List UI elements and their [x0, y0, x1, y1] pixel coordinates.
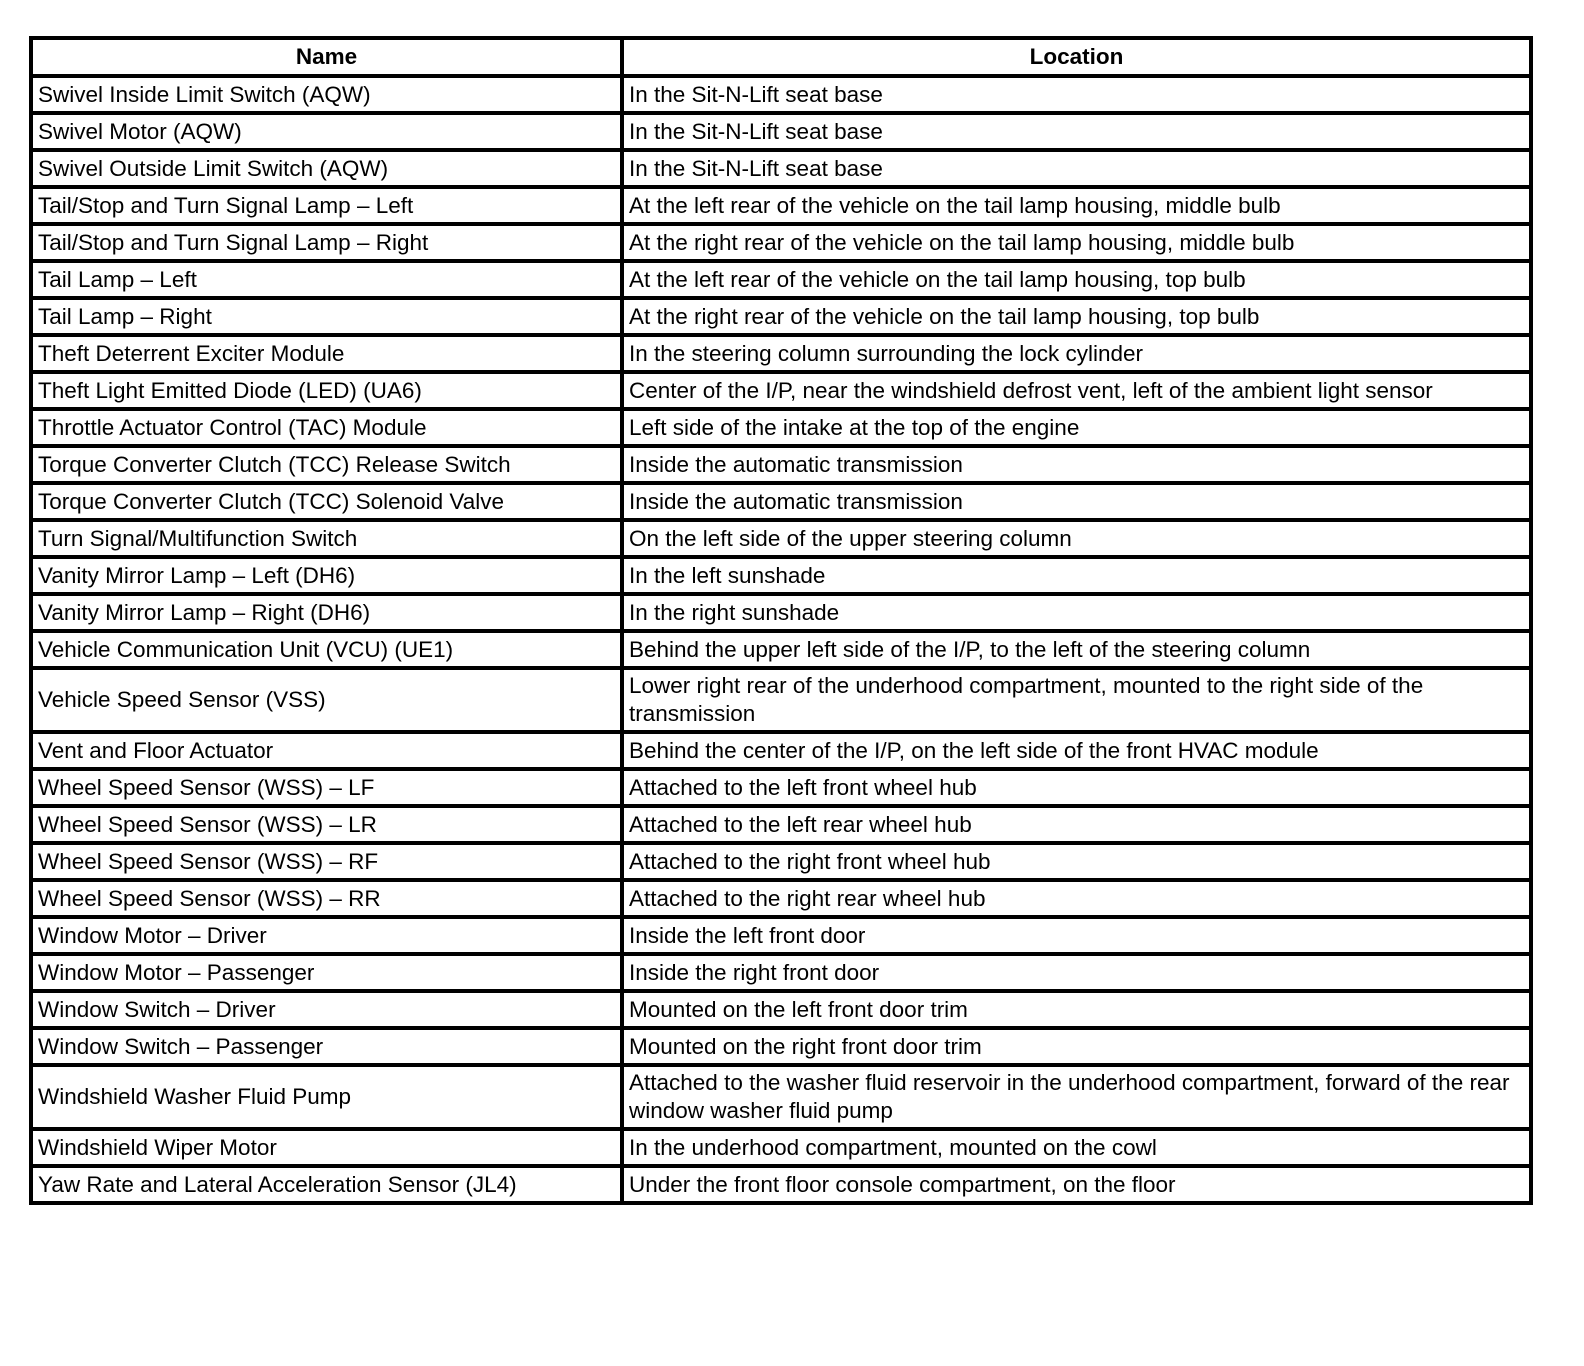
component-location-cell: Inside the automatic transmission: [622, 446, 1531, 483]
component-name-cell: Vanity Mirror Lamp – Right (DH6): [31, 594, 622, 631]
component-location-cell: In the right sunshade: [622, 594, 1531, 631]
component-name-cell: Swivel Motor (AQW): [31, 113, 622, 150]
component-location-cell: In the Sit-N-Lift seat base: [622, 76, 1531, 113]
component-name-cell: Throttle Actuator Control (TAC) Module: [31, 409, 622, 446]
component-location-cell: In the Sit-N-Lift seat base: [622, 150, 1531, 187]
table-row: [31, 520, 1531, 557]
component-name-cell: Window Motor – Passenger: [31, 954, 622, 991]
table-row: [31, 76, 1531, 113]
component-name-cell: Theft Light Emitted Diode (LED) (UA6): [31, 372, 622, 409]
table-row: [31, 187, 1531, 224]
component-name-cell: Theft Deterrent Exciter Module: [31, 335, 622, 372]
component-location-cell: Behind the center of the I/P, on the left side of the front HVAC module: [622, 732, 1531, 769]
component-name-cell: Wheel Speed Sensor (WSS) – LF: [31, 769, 622, 806]
table-row: [31, 631, 1531, 668]
table-body: [31, 76, 1531, 1203]
table-row: [31, 1065, 1531, 1129]
component-location-cell: At the left rear of the vehicle on the tail lamp housing, top bulb: [622, 261, 1531, 298]
component-location-cell: Attached to the left front wheel hub: [622, 769, 1531, 806]
component-name-cell: Torque Converter Clutch (TCC) Release Switch: [31, 446, 622, 483]
component-location-cell: Mounted on the right front door trim: [622, 1028, 1531, 1065]
component-name-cell: Vehicle Speed Sensor (VSS): [31, 668, 622, 732]
component-name-cell: Window Motor – Driver: [31, 917, 622, 954]
component-location-cell: In the Sit-N-Lift seat base: [622, 113, 1531, 150]
table-row: [31, 769, 1531, 806]
component-location-cell: Attached to the washer fluid reservoir in the underhood compartment, forward of the rear window washer fluid pump: [622, 1065, 1531, 1129]
table-row: [31, 843, 1531, 880]
component-name-cell: Swivel Outside Limit Switch (AQW): [31, 150, 622, 187]
component-name-cell: Tail Lamp – Left: [31, 261, 622, 298]
component-name-cell: Wheel Speed Sensor (WSS) – RF: [31, 843, 622, 880]
component-name-cell: Windshield Wiper Motor: [31, 1129, 622, 1166]
table-row: [31, 917, 1531, 954]
component-location-cell: On the left side of the upper steering column: [622, 520, 1531, 557]
component-location-cell: Left side of the intake at the top of the engine: [622, 409, 1531, 446]
table-header-row: [31, 38, 1531, 76]
table-row: [31, 991, 1531, 1028]
column-header-name: Name: [31, 38, 622, 76]
component-location-cell: Inside the automatic transmission: [622, 483, 1531, 520]
table-row: [31, 298, 1531, 335]
component-name-cell: Torque Converter Clutch (TCC) Solenoid Valve: [31, 483, 622, 520]
component-location-cell: Under the front floor console compartment, on the floor: [622, 1166, 1531, 1203]
table-row: [31, 954, 1531, 991]
component-name-cell: Vanity Mirror Lamp – Left (DH6): [31, 557, 622, 594]
table-row: [31, 150, 1531, 187]
component-location-cell: In the steering column surrounding the lock cylinder: [622, 335, 1531, 372]
table-row: [31, 806, 1531, 843]
component-name-cell: Wheel Speed Sensor (WSS) – RR: [31, 880, 622, 917]
component-name-cell: Swivel Inside Limit Switch (AQW): [31, 76, 622, 113]
table-row: [31, 483, 1531, 520]
component-name-cell: Vent and Floor Actuator: [31, 732, 622, 769]
component-name-cell: Wheel Speed Sensor (WSS) – LR: [31, 806, 622, 843]
component-name-cell: Window Switch – Passenger: [31, 1028, 622, 1065]
component-location-cell: In the left sunshade: [622, 557, 1531, 594]
table-row: [31, 261, 1531, 298]
component-name-cell: Vehicle Communication Unit (VCU) (UE1): [31, 631, 622, 668]
component-location-cell: Attached to the right rear wheel hub: [622, 880, 1531, 917]
component-location-cell: At the right rear of the vehicle on the tail lamp housing, middle bulb: [622, 224, 1531, 261]
table-row: [31, 372, 1531, 409]
component-location-cell: In the underhood compartment, mounted on the cowl: [622, 1129, 1531, 1166]
table-row: [31, 1028, 1531, 1065]
column-header-location: Location: [622, 38, 1531, 76]
component-name-cell: Windshield Washer Fluid Pump: [31, 1065, 622, 1129]
table-row: [31, 113, 1531, 150]
component-name-cell: Tail/Stop and Turn Signal Lamp – Left: [31, 187, 622, 224]
table-row: [31, 224, 1531, 261]
table-row: [31, 335, 1531, 372]
component-name-cell: Window Switch – Driver: [31, 991, 622, 1028]
table-row: [31, 880, 1531, 917]
component-name-cell: Tail Lamp – Right: [31, 298, 622, 335]
table-row: [31, 446, 1531, 483]
component-location-cell: At the right rear of the vehicle on the tail lamp housing, top bulb: [622, 298, 1531, 335]
component-location-cell: Mounted on the left front door trim: [622, 991, 1531, 1028]
table-row: [31, 557, 1531, 594]
component-name-cell: Tail/Stop and Turn Signal Lamp – Right: [31, 224, 622, 261]
table-row: [31, 732, 1531, 769]
table-row: [31, 1129, 1531, 1166]
component-location-cell: Inside the left front door: [622, 917, 1531, 954]
component-location-cell: Behind the upper left side of the I/P, to the left of the steering column: [622, 631, 1531, 668]
table-row: [31, 594, 1531, 631]
component-name-cell: Yaw Rate and Lateral Acceleration Sensor (JL4): [31, 1166, 622, 1203]
component-location-cell: Attached to the left rear wheel hub: [622, 806, 1531, 843]
table-row: [31, 668, 1531, 732]
component-location-cell: Inside the right front door: [622, 954, 1531, 991]
component-location-cell: Center of the I/P, near the windshield defrost vent, left of the ambient light sensor: [622, 372, 1531, 409]
component-location-cell: At the left rear of the vehicle on the tail lamp housing, middle bulb: [622, 187, 1531, 224]
table-row: [31, 1166, 1531, 1203]
component-location-table: [29, 36, 1533, 1205]
table-row: [31, 409, 1531, 446]
component-location-cell: Lower right rear of the underhood compartment, mounted to the right side of the transmission: [622, 668, 1531, 732]
component-location-cell: Attached to the right front wheel hub: [622, 843, 1531, 880]
component-name-cell: Turn Signal/Multifunction Switch: [31, 520, 622, 557]
